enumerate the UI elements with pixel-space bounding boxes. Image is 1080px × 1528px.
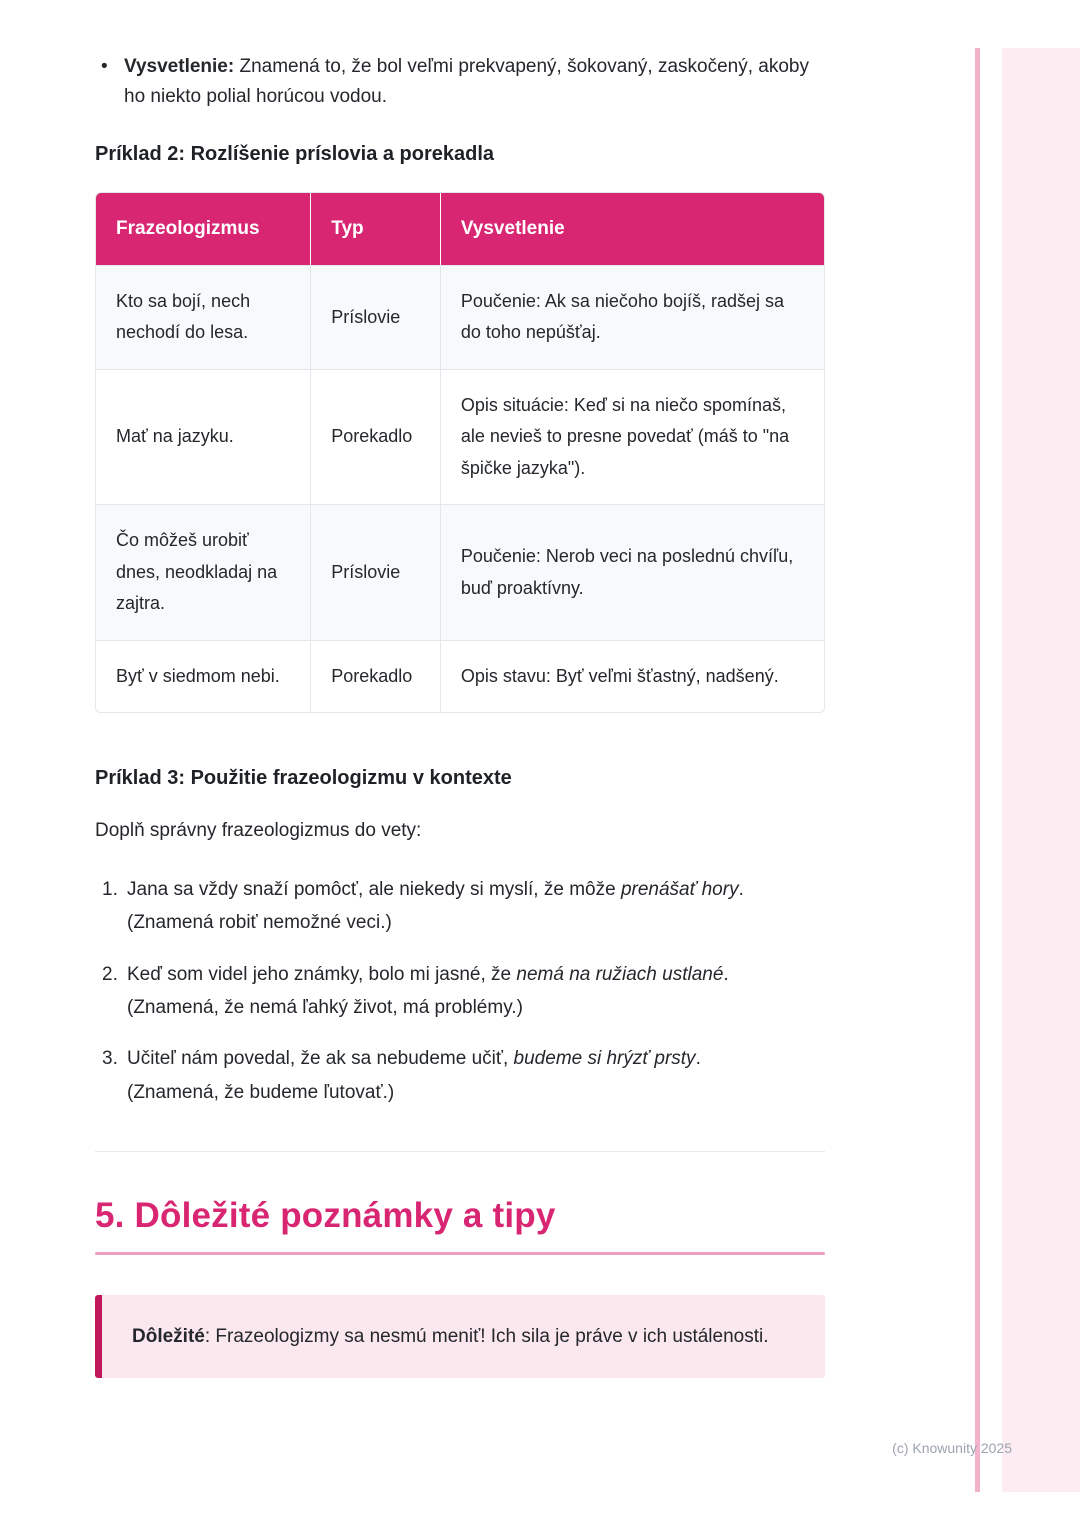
sentence-suffix: . (695, 1048, 701, 1070)
list-item-content (127, 1044, 701, 1107)
list-item-sentence (127, 960, 729, 989)
column-header-vysvetlenie: Vysvetlenie (440, 193, 824, 266)
bullet-marker: • (101, 56, 108, 77)
footer-credit: (c) Knowunity 2025 (892, 1440, 1012, 1456)
list-item-number: 2. (102, 963, 118, 985)
cell-typ: Príslovie (311, 265, 441, 369)
cell-typ: Porekadlo (311, 369, 441, 505)
column-header-frazeologizmus: Frazeologizmus (96, 193, 311, 266)
sentence-prefix: Keď som videl jeho známky, bolo mi jasné, že (127, 963, 517, 985)
section5-heading: 5. Dôležité poznámky a tipy (95, 1196, 556, 1236)
column-header-typ: Typ (311, 193, 441, 266)
fill-in-list (95, 875, 825, 1108)
list-item-note: (Znamená, že budeme ľutovať.) (127, 1081, 395, 1103)
example3-intro: Doplň správny frazeologizmus do vety: (95, 820, 422, 842)
sentence-suffix: . (738, 878, 744, 900)
bullet-label: Vysvetlenie: (124, 56, 235, 77)
section-divider (95, 1151, 825, 1152)
cell-vysvetlenie: Opis situácie: Keď si na niečo spomínaš, ale nevieš to presne povedať (máš to "na špičke jazyka"). (440, 369, 824, 505)
cell-vysvetlenie: Poučenie: Ak sa niečoho bojíš, radšej sa do toho nepúšťaj. (440, 265, 824, 369)
list-item-sentence (127, 1044, 701, 1073)
list-item-sentence (127, 875, 744, 904)
list-item (95, 1044, 825, 1107)
list-item-note: (Znamená, že nemá ľahký život, má problémy.) (127, 996, 523, 1018)
cell-frazeologizmus: Byť v siedmom nebi. (96, 640, 311, 712)
list-item (95, 875, 825, 938)
bullet-text (124, 52, 825, 113)
sentence-suffix: . (723, 963, 729, 985)
list-item-number: 1. (102, 878, 118, 900)
important-callout (95, 1295, 825, 1378)
bullet-body: Znamená to, že bol veľmi prekvapený, šokovaný, zaskočený, akoby ho niekto polial horúcou vodou. (124, 56, 809, 108)
callout-label: Dôležité (132, 1326, 205, 1348)
cell-frazeologizmus: Kto sa bojí, nech nechodí do lesa. (96, 265, 311, 369)
callout-text: : Frazeologizmy sa nesmú meniť! Ich sila je práve v ich ustálenosti. (204, 1326, 769, 1348)
table-row (96, 265, 824, 369)
cell-typ: Príslovie (311, 505, 441, 641)
sentence-idiom: budeme si hrýzť prsty (513, 1048, 696, 1070)
explanation-bullet (95, 52, 825, 113)
phraseology-table-wrapper (95, 192, 825, 714)
table-row (96, 369, 824, 505)
cell-frazeologizmus: Čo môžeš urobiť dnes, neodkladaj na zajtra. (96, 505, 311, 641)
sentence-idiom: prenášať hory (620, 878, 739, 900)
cell-vysvetlenie: Opis stavu: Byť veľmi šťastný, nadšený. (440, 640, 824, 712)
list-item-number: 3. (102, 1048, 118, 1070)
table-header-row (96, 193, 824, 266)
sentence-prefix: Učiteľ nám povedal, že ak sa nebudeme učiť, (127, 1048, 514, 1070)
section5-underline (95, 1252, 825, 1255)
cell-frazeologizmus: Mať na jazyku. (96, 369, 311, 505)
table-row (96, 505, 824, 641)
example3-heading: Príklad 3: Použitie frazeologizmu v kontexte (95, 767, 512, 790)
table-row (96, 640, 824, 712)
phraseology-table (96, 193, 824, 713)
list-item-content (127, 960, 729, 1023)
example2-heading: Príklad 2: Rozlíšenie príslovia a porekadla (95, 142, 495, 165)
sentence-idiom: nemá na ružiach ustlané (516, 963, 724, 985)
list-item (95, 960, 825, 1023)
list-item-note: (Znamená robiť nemožné veci.) (127, 912, 392, 934)
cell-vysvetlenie: Poučenie: Nerob veci na poslednú chvíľu, buď proaktívny. (440, 505, 824, 641)
list-item-content (127, 875, 744, 938)
sentence-prefix: Jana sa vždy snaží pomôcť, ale niekedy si myslí, že môže (127, 878, 621, 900)
cell-typ: Porekadlo (311, 640, 441, 712)
